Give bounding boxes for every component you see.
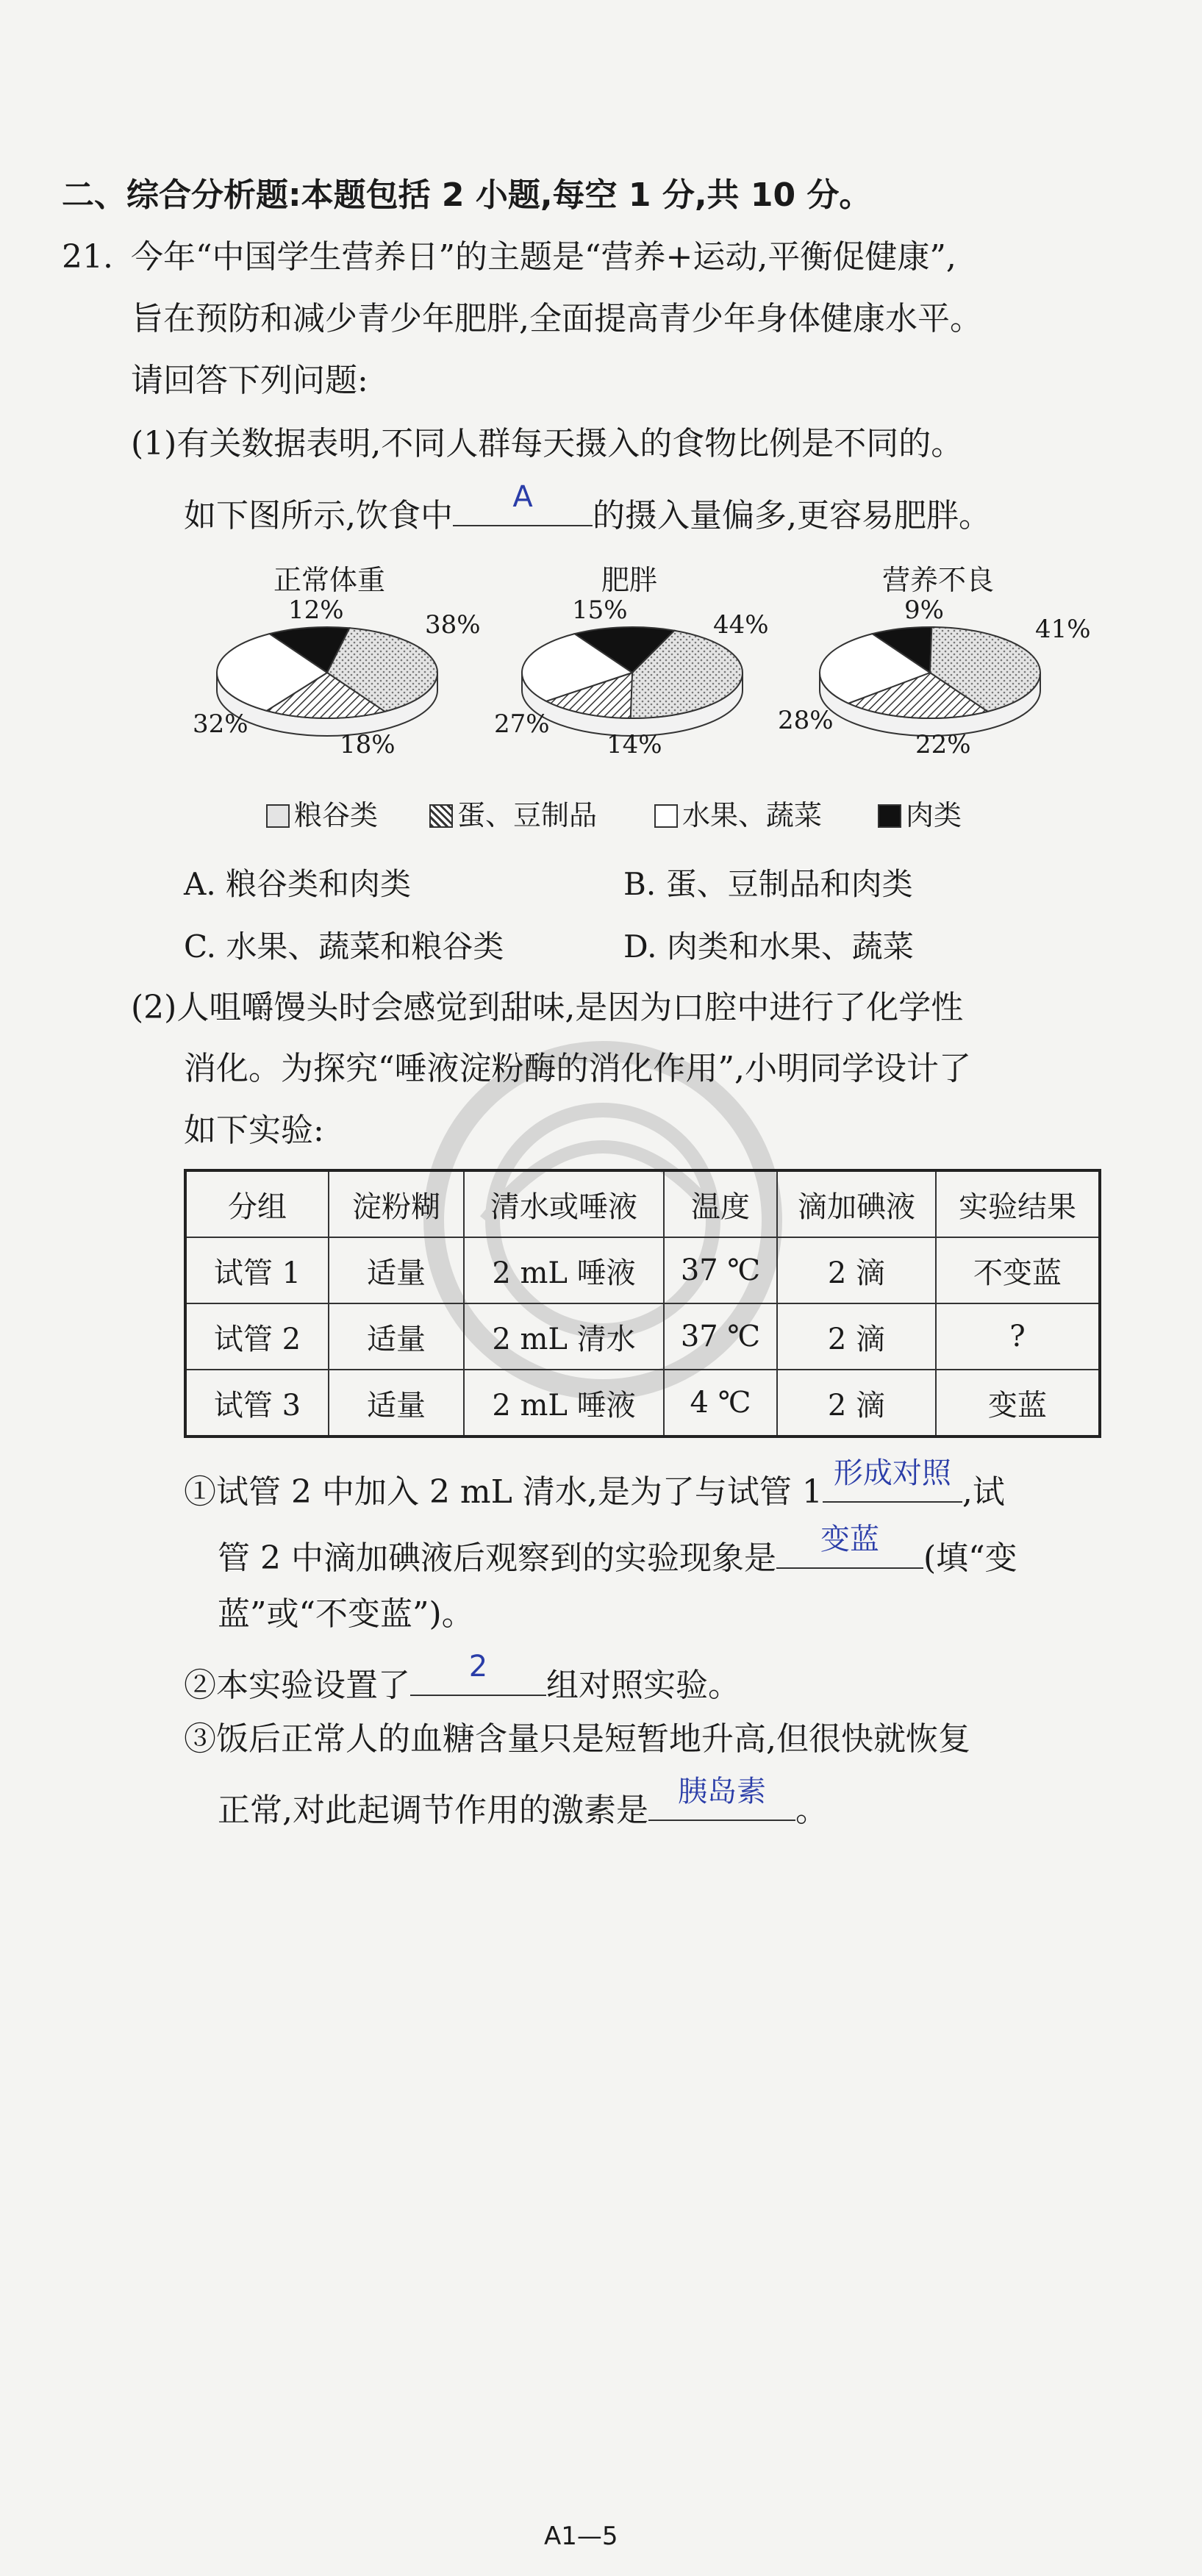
answer-blank-4[interactable] [410,1650,546,1696]
intro-line-3: 请回答下列问题: [131,362,368,399]
table-cell: 试管 3 [185,1370,329,1437]
sub3-line-2 [218,1775,828,1831]
section-heading: 二、综合分析题:本题包括 2 小题,每空 1 分,共 10 分。 [62,176,872,214]
pct-normal-meat: 12% [288,595,344,625]
question-number: 21. [62,238,113,276]
pct-normal-grain: 38% [425,610,481,640]
table-header: 滴加碘液 [777,1170,936,1237]
table-cell: 2 mL 唾液 [464,1370,664,1437]
legend-label-egg: 蛋、豆制品 [457,799,598,831]
pie-title-obese: 肥胖 [601,564,658,596]
legend-fruit [654,793,822,833]
sub1-text-pre-2: 管 2 中滴加碘液后观察到的实验现象是 [218,1539,776,1577]
table-cell: 2 滴 [777,1370,936,1437]
answer-blank-1[interactable] [453,480,593,526]
experiment-table [184,1169,1101,1438]
legend-swatch-egg [429,804,453,828]
part2-line-2: 消化。为探究“唾液淀粉酶的消化作用”,小明同学设计了 [184,1050,971,1087]
table-cell: 试管 2 [185,1303,329,1370]
table-cell: 4 ℃ [664,1370,777,1437]
table-cell: 2 滴 [777,1237,936,1303]
part2-line-3: 如下实验: [184,1112,324,1149]
table-header: 温度 [664,1170,777,1237]
legend-label-fruit: 水果、蔬菜 [682,799,823,831]
legend-label-meat: 肉类 [906,799,962,831]
page-footer: A1—5 [544,2522,618,2551]
pct-obese-egg: 14% [607,730,662,759]
table-cell: ? [936,1303,1100,1370]
table-cell: 变蓝 [936,1370,1100,1437]
sub3-text-pre: 正常,对此起调节作用的激素是 [218,1792,648,1829]
pie-title-malnourished: 营养不良 [882,564,995,596]
sub3-line-1: ③饭后正常人的血糖含量只是短暂地升高,但很快就恢复 [184,1720,970,1758]
legend-swatch-fruit [654,804,678,828]
legend-egg [429,793,597,833]
pct-mal-meat: 9% [904,595,944,625]
part2-line-1: (2)人咀嚼馒头时会感觉到甜味,是因为口腔中进行了化学性 [131,989,964,1026]
table-cell: 适量 [329,1237,464,1303]
table-cell: 2 mL 清水 [464,1303,664,1370]
sub3-text-post: 。 [795,1792,828,1829]
table-cell: 适量 [329,1370,464,1437]
table-row [185,1370,1100,1437]
handwritten-answer-4: 2 [468,1650,488,1684]
answer-blank-5[interactable] [648,1775,795,1821]
pct-normal-fruit: 32% [193,709,248,739]
pct-mal-fruit: 28% [778,706,834,735]
legend-meat [878,793,962,833]
handwritten-answer-5: 胰岛素 [678,1775,766,1808]
table-header: 实验结果 [936,1170,1100,1237]
table-cell: 2 滴 [777,1303,936,1370]
pct-obese-meat: 15% [572,595,628,625]
legend-swatch-meat [878,804,901,828]
pct-mal-grain: 41% [1035,615,1091,644]
table-header-row [185,1170,1100,1237]
answer-blank-3[interactable] [776,1523,923,1569]
table-cell: 37 ℃ [664,1303,777,1370]
sub2-text-post: 组对照实验。 [546,1667,740,1704]
answer-blank-2[interactable] [823,1456,962,1503]
pct-mal-egg: 22% [915,730,971,759]
option-b: B. 蛋、豆制品和肉类 [623,866,913,902]
sub1-line-2 [218,1523,1017,1578]
part1-line-1: (1)有关数据表明,不同人群每天摄入的食物比例是不同的。 [131,425,964,462]
table-row [185,1237,1100,1303]
legend-label-grain: 粮谷类 [294,799,379,831]
option-d: D. 肉类和水果、蔬菜 [623,929,914,965]
table-cell: 试管 1 [185,1237,329,1303]
intro-line-2: 旨在预防和减少青少年肥胖,全面提高青少年身体健康水平。 [131,300,982,337]
sub1-text-pre: ①试管 2 中加入 2 mL 清水,是为了与试管 1 [184,1473,823,1511]
table-header: 清水或唾液 [464,1170,664,1237]
option-a: A. 粮谷类和肉类 [184,866,412,902]
pie-title-normal: 正常体重 [273,564,386,596]
part1-line-2 [184,480,991,536]
legend-grain [266,793,378,833]
table-cell: 适量 [329,1303,464,1370]
handwritten-answer-2: 形成对照 [833,1456,951,1490]
option-c: C. 水果、蔬菜和粮谷类 [184,929,504,965]
table-header: 分组 [185,1170,329,1237]
handwritten-answer-1: A [512,480,533,514]
pct-obese-grain: 44% [713,610,769,640]
table-header: 淀粉糊 [329,1170,464,1237]
intro-line-1: 今年“中国学生营养日”的主题是“营养+运动,平衡促健康”, [131,238,956,276]
table-cell: 不变蓝 [936,1237,1100,1303]
part1-text-post: 的摄入量偏多,更容易肥胖。 [593,497,991,534]
pct-normal-egg: 18% [340,730,396,759]
sub1-line-1 [184,1456,1005,1512]
pct-obese-fruit: 27% [494,709,550,739]
sub2-text-pre: ②本实验设置了 [184,1667,410,1704]
table-cell: 2 mL 唾液 [464,1237,664,1303]
table-cell: 37 ℃ [664,1237,777,1303]
table-row [185,1303,1100,1370]
part1-text-pre: 如下图所示,饮食中 [184,497,453,534]
sub1-line-3: 蓝”或“不变蓝”)。 [218,1595,474,1633]
legend-swatch-grain [266,804,290,828]
sub2-line [184,1650,740,1706]
handwritten-answer-3: 变蓝 [820,1523,879,1556]
sub1-text-post-2: (填“变 [923,1539,1017,1577]
sub1-text-post: ,试 [962,1473,1005,1511]
